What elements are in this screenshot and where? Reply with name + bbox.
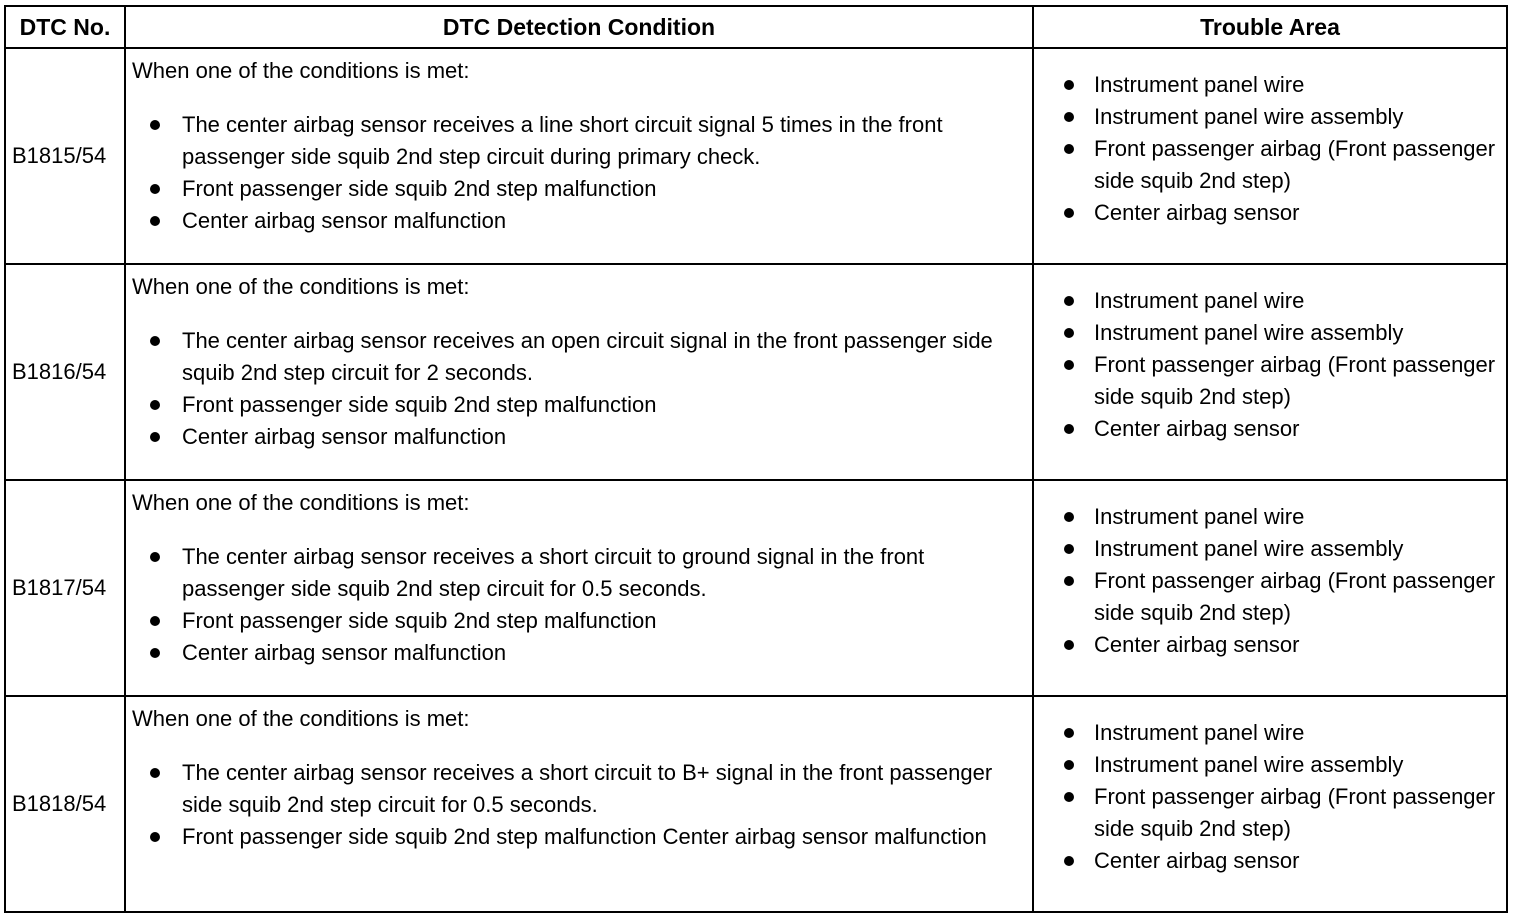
condition-text: Center airbag sensor malfunction [182, 424, 507, 449]
trouble-item [1040, 101, 1500, 133]
trouble-item [1040, 533, 1500, 565]
bullet-icon [1064, 640, 1074, 650]
condition-item [132, 421, 1024, 453]
condition-list [132, 325, 1024, 453]
bullet-icon [1064, 760, 1074, 770]
bullet-icon [150, 616, 160, 626]
header-trouble-area: Trouble Area [1033, 6, 1507, 48]
trouble-text: Center airbag sensor [1094, 632, 1300, 657]
trouble-item [1040, 845, 1500, 877]
trouble-area-cell [1033, 48, 1507, 264]
bullet-icon [150, 648, 160, 658]
dtc-code-cell [5, 264, 125, 480]
bullet-icon [1064, 512, 1074, 522]
condition-item [132, 637, 1024, 669]
bullet-icon [150, 120, 160, 130]
condition-intro: When one of the conditions is met: [132, 490, 470, 515]
table-row [5, 48, 1507, 264]
dtc-code: B1815/54 [12, 143, 107, 168]
dtc-code-cell [5, 48, 125, 264]
trouble-text: Center airbag sensor [1094, 848, 1300, 873]
trouble-text: Instrument panel wire [1094, 504, 1305, 529]
bullet-icon [150, 432, 160, 442]
trouble-text: Instrument panel wire [1094, 72, 1305, 97]
condition-text: Center airbag sensor malfunction [182, 208, 507, 233]
trouble-item [1040, 69, 1500, 101]
bullet-icon [150, 552, 160, 562]
bullet-icon [150, 768, 160, 778]
trouble-text: Front passenger airbag (Front passenger side squib 2nd step) [1094, 136, 1496, 193]
condition-item [132, 541, 1024, 605]
dtc-code: B1816/54 [12, 359, 107, 384]
bullet-icon [1064, 728, 1074, 738]
condition-item [132, 389, 1024, 421]
condition-text: Center airbag sensor malfunction [182, 640, 507, 665]
trouble-text: Center airbag sensor [1094, 200, 1300, 225]
condition-intro: When one of the conditions is met: [132, 58, 470, 83]
header-row [5, 6, 1507, 48]
bullet-icon [1064, 360, 1074, 370]
bullet-icon [1064, 208, 1074, 218]
condition-list [132, 541, 1024, 669]
trouble-item [1040, 285, 1500, 317]
trouble-text: Instrument panel wire [1094, 720, 1305, 745]
bullet-icon [1064, 544, 1074, 554]
bullet-icon [150, 336, 160, 346]
detection-condition-cell [125, 696, 1033, 912]
header-detection-condition: DTC Detection Condition [125, 6, 1033, 48]
trouble-text: Instrument panel wire assembly [1094, 536, 1404, 561]
dtc-table [4, 5, 1508, 913]
table-row [5, 696, 1507, 912]
bullet-icon [1064, 144, 1074, 154]
condition-item [132, 757, 1024, 821]
bullet-icon [1064, 296, 1074, 306]
table-row [5, 264, 1507, 480]
condition-intro: When one of the conditions is met: [132, 706, 470, 731]
condition-item [132, 325, 1024, 389]
trouble-item [1040, 349, 1500, 413]
trouble-item [1040, 781, 1500, 845]
table-header [5, 6, 1507, 48]
trouble-item [1040, 317, 1500, 349]
condition-text: The center airbag sensor receives an open circuit signal in the front passenger side squib 2nd step circuit for 2 seconds. [182, 328, 993, 385]
bullet-icon [1064, 328, 1074, 338]
trouble-item [1040, 413, 1500, 445]
dtc-code-cell [5, 696, 125, 912]
trouble-list [1040, 69, 1500, 229]
trouble-area-cell [1033, 264, 1507, 480]
bullet-icon [150, 400, 160, 410]
trouble-text: Instrument panel wire [1094, 288, 1305, 313]
trouble-area-cell [1033, 480, 1507, 696]
condition-list [132, 109, 1024, 237]
condition-intro: When one of the conditions is met: [132, 274, 470, 299]
condition-item [132, 205, 1024, 237]
trouble-text: Front passenger airbag (Front passenger side squib 2nd step) [1094, 568, 1496, 625]
trouble-text: Instrument panel wire assembly [1094, 752, 1404, 777]
condition-text: The center airbag sensor receives a short circuit to ground signal in the front passenger side squib 2nd step circuit for 0.5 seconds. [182, 544, 925, 601]
bullet-icon [1064, 792, 1074, 802]
trouble-item [1040, 565, 1500, 629]
condition-text: Front passenger side squib 2nd step malfunction [182, 392, 657, 417]
bullet-icon [150, 832, 160, 842]
detection-condition-cell [125, 48, 1033, 264]
bullet-icon [150, 216, 160, 226]
trouble-list [1040, 717, 1500, 877]
trouble-text: Instrument panel wire assembly [1094, 104, 1404, 129]
trouble-text: Front passenger airbag (Front passenger side squib 2nd step) [1094, 352, 1496, 409]
header-dtc-no: DTC No. [5, 6, 125, 48]
trouble-list [1040, 501, 1500, 661]
trouble-item [1040, 133, 1500, 197]
table-body [5, 48, 1507, 912]
detection-condition-cell [125, 480, 1033, 696]
dtc-code-cell [5, 480, 125, 696]
bullet-icon [150, 184, 160, 194]
condition-item [132, 109, 1024, 173]
condition-item [132, 173, 1024, 205]
bullet-icon [1064, 576, 1074, 586]
condition-item [132, 821, 1024, 853]
condition-text: The center airbag sensor receives a line short circuit signal 5 times in the front passenger side squib 2nd step circuit during primary check. [182, 112, 943, 169]
bullet-icon [1064, 424, 1074, 434]
bullet-icon [1064, 856, 1074, 866]
trouble-item [1040, 717, 1500, 749]
trouble-item [1040, 197, 1500, 229]
condition-item [132, 605, 1024, 637]
dtc-code: B1818/54 [12, 791, 107, 816]
trouble-text: Center airbag sensor [1094, 416, 1300, 441]
condition-list [132, 757, 1024, 853]
trouble-item [1040, 629, 1500, 661]
condition-text: Front passenger side squib 2nd step malfunction Center airbag sensor malfunction [182, 824, 987, 849]
trouble-area-cell [1033, 696, 1507, 912]
bullet-icon [1064, 112, 1074, 122]
condition-text: Front passenger side squib 2nd step malfunction [182, 608, 657, 633]
trouble-item [1040, 501, 1500, 533]
trouble-text: Front passenger airbag (Front passenger side squib 2nd step) [1094, 784, 1496, 841]
condition-text: Front passenger side squib 2nd step malfunction [182, 176, 657, 201]
trouble-item [1040, 749, 1500, 781]
trouble-list [1040, 285, 1500, 445]
table-row [5, 480, 1507, 696]
dtc-code: B1817/54 [12, 575, 107, 600]
bullet-icon [1064, 80, 1074, 90]
trouble-text: Instrument panel wire assembly [1094, 320, 1404, 345]
detection-condition-cell [125, 264, 1033, 480]
condition-text: The center airbag sensor receives a short circuit to B+ signal in the front passenger side squib 2nd step circuit for 0.5 seconds. [182, 760, 993, 817]
